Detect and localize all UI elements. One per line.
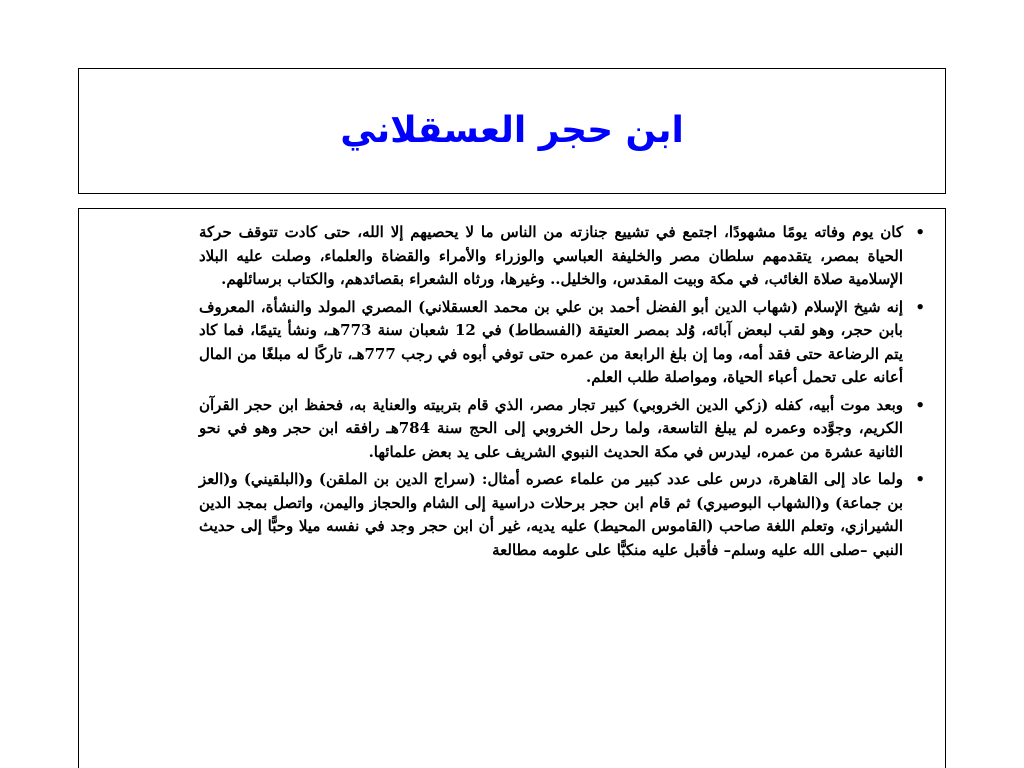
- bullet-icon: •: [915, 223, 925, 241]
- bullet-list: [199, 221, 925, 562]
- slide-title: ابن حجر العسقلاني: [340, 110, 684, 151]
- title-box: [78, 68, 946, 194]
- bullet-text: ولما عاد إلى القاهرة، درس على عدد كبير من علماء عصره أمثال: (سراج الدين بن الملقن) و(البلقيني) و(العز بن جماعة) و(الشهاب البوصيري) ثم قام ابن حجر برحلات دراسية إلى الشام والحجاز واليمن، واتصل بمجد الدين الشيرازي، وتعلم اللغة صاحب (القاموس المحيط) عليه يديه، غير أن ابن حجر وجد في نفسه ميلا وحبًّا إلى حديث النبي –صلى الله عليه وسلم– فأقبل عليه منكبًّا على علومه مطالعة: [199, 470, 903, 559]
- bullet-item-funeral: [199, 221, 925, 292]
- bullet-text: وبعد موت أبيه، كفله (زكي الدين الخروبي) كبير تجار مصر، الذي قام بتربيته والعناية به، فحفظ ابن حجر القرآن الكريم، وجوَّده وعمره لم يبلغ التاسعة، ولما رحل الخروبي إلى الحج سنة 784هـ رافقه ابن حجر وهو في نحو الثانية عشرة من عمره، ليدرس في مكة الحديث النبوي الشريف على يد بعض علمائها.: [199, 395, 903, 461]
- bullet-item-studies: [199, 468, 925, 562]
- bullet-icon: •: [915, 470, 925, 488]
- bullet-text: كان يوم وفاته يومًا مشهودًا، اجتمع في تشييع جنازته من الناس ما لا يحصيهم إلا الله، حتى كادت تتوقف حركة الحياة بمصر، يتقدمهم سلطان مصر والخليفة العباسي والوزراء والأمراء والقضاة والعلماء، وصلت عليه البلاد الإسلامية صلاة الغائب، في مكة وبيت المقدس، والخليل.. وغيرها، ورثاه الشعراء بقصائدهم، والكتاب برسائلهم.: [199, 223, 903, 288]
- bullet-icon: •: [915, 395, 925, 414]
- bullet-text: إنه شيخ الإسلام (شهاب الدين أبو الفضل أحمد بن علي بن محمد العسقلاني) المصري المولد والنشأة، المعروف بابن حجر، وهو لقب لبعض آبائه، وُلد بمصر العتيقة (الفسطاط) في 12 شعبان سنة 773هـ، ونشأ يتيمًا، فما كاد يتم الرضاعة حتى فقد أمه، وما إن بلغ الرابعة من عمره حتى توفي أبوه في رجب 777هـ، تاركًا له مبلغًا من المال أعانه على تحمل أعباء الحياة، ومواصلة طلب العلم.: [199, 297, 903, 386]
- bullet-item-biography: [199, 296, 925, 390]
- content-box: [78, 208, 946, 768]
- bullet-icon: •: [915, 297, 925, 316]
- bullet-item-upbringing: [199, 394, 925, 465]
